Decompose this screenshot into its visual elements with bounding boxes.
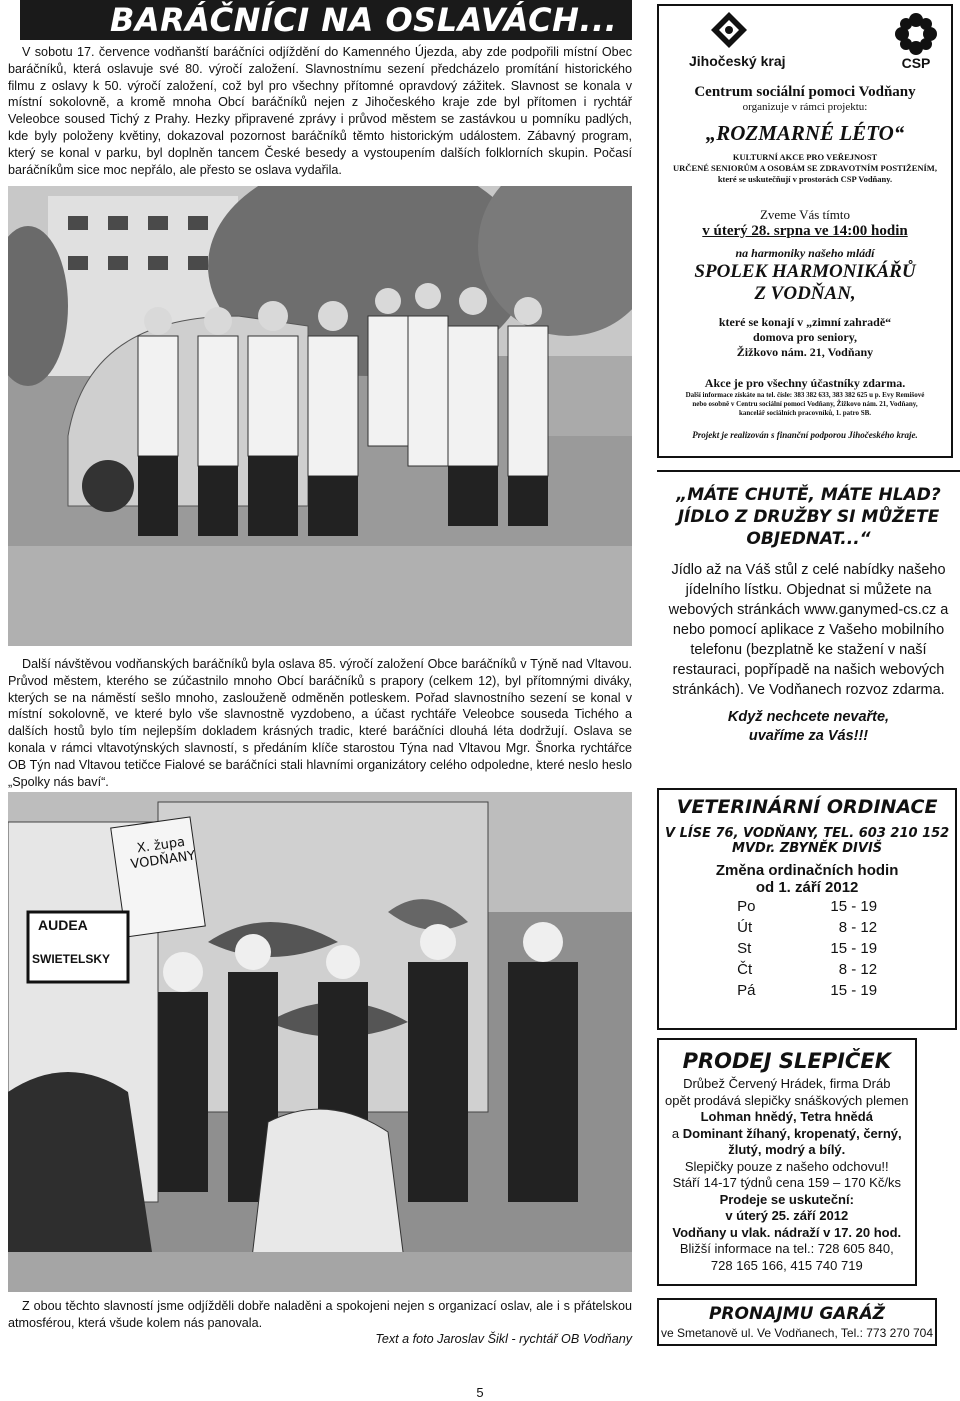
poster-desc-1: KULTURNÍ AKCE PRO VEŘEJNOST — [732, 152, 878, 162]
poster-desc-3: které se uskutečňují v prostorách CSP Vodňany. — [717, 174, 893, 184]
hen-ad-phone-1: Bližší informace na tel.: 728 605 840, — [679, 1241, 894, 1256]
poster-org: Centrum sociální pomoci Vodňany — [694, 84, 916, 100]
poster-place-3: Žižkovo nám. 21, Vodňany — [736, 345, 874, 359]
vet-ad-doctor: MVDr. ZBYNĚK DIVIŠ — [732, 841, 883, 856]
hours-day: Pá — [737, 982, 756, 999]
hen-ad-sale-label: Prodeje se uskuteční: — [719, 1191, 854, 1207]
food-ad — [657, 470, 960, 790]
vet-ad-address: V LÍSE 76, VODŇANY, TEL. 603 210 152 — [665, 826, 950, 841]
poster-info-1: Další informace získáte na tel. čísle: 383 382 633, 383 382 625 u p. Evy Remišové — [685, 391, 925, 399]
hours-row — [737, 917, 877, 938]
hen-ad-colors: žlutý, modrý a bílý. — [728, 1142, 846, 1157]
poster-place-2: domova pro seniory, — [752, 330, 858, 344]
garage-ad-body: ve Smetanově ul. Ve Vodňanech, Tel.: 773 270 704 — [661, 1326, 933, 1340]
jihocesky-kraj-logo — [689, 10, 786, 69]
hen-ad-sale-place: Vodňany u vlak. nádraží v 17. 20 hod. — [672, 1224, 902, 1240]
poster-invite: Zveme Vás tímto — [759, 207, 851, 222]
hen-ad-conj: a — [671, 1125, 683, 1141]
paragraph-text: Z obou těchto slavností jsme odjížděli dobře naladěni a spokojeni nejen s organizací oslav, ale i s přátelskou atmosférou, která všude kolem nás panovala. — [8, 1299, 632, 1330]
truck-brand-2: SWIETELSKY — [32, 952, 111, 966]
food-ad-slogan-1: Když nechcete nevařte, — [727, 709, 890, 725]
csp-flower-icon — [894, 12, 938, 56]
hours-day: Čt — [737, 961, 753, 978]
garage-ad-title: PRONAJMU GARÁŽ — [708, 1304, 886, 1324]
article-paragraph-2 — [8, 656, 632, 790]
poster-info-3: kancelář sociálních pracovníků, 1. patro SB. — [738, 409, 872, 417]
article-title: BARÁČNÍCI NA OSLAVÁCH... — [20, 0, 632, 40]
poster-logos — [659, 6, 951, 82]
hen-ad-sale-date: v úterý 25. září 2012 — [725, 1208, 849, 1223]
hen-ad-breeds-1: Lohman hnědý, Tetra hnědá — [700, 1109, 873, 1124]
csp-text: CSP — [901, 55, 931, 71]
vet-ad-title: VETERINÁRNÍ ORDINACE — [676, 796, 938, 818]
opening-hours-table — [737, 896, 877, 1001]
article-credit: Text a foto Jaroslav Šikl - rychtář OB Vodňany — [375, 1332, 632, 1346]
poster-org-sub: organizuje v rámci projektu: — [742, 101, 868, 113]
hen-ad-price: Stáří 14-17 týdnů cena 159 – 170 Kč/ks — [672, 1175, 901, 1190]
poster-band-1: SPOLEK HARMONIKÁŘŮ — [694, 261, 916, 282]
hours-time: 15 - 19 — [830, 898, 878, 915]
hours-day: St — [737, 940, 752, 957]
poster-band-2: Z VODŇAN, — [754, 283, 856, 304]
hen-ad-line: opět prodává slepičky snáškových plemen — [665, 1092, 909, 1108]
hours-time: 15 - 19 — [830, 940, 878, 957]
hours-row — [737, 980, 877, 1001]
poster-intro: na harmoniky našeho mládí — [735, 246, 875, 260]
hours-day: Út — [737, 919, 753, 936]
csp-logo — [891, 12, 941, 71]
poster-funding: Projekt je realizován s finanční podporou Jihočeského kraje. — [692, 430, 918, 440]
hen-ad-line: Slepičky pouze z našeho odchovu!! — [684, 1158, 889, 1174]
poster-project: „ROZMARNÉ LÉTO“ — [705, 121, 905, 145]
paragraph-text: V sobotu 17. července vodňanští baráčníci odjíždění do Kamenného Újezda, aby zde podpořili místní Obec baráčníků, která oslavuje své 80. výročí založení. Slavnostnímu sezení předcházelo promítání historického filmu z oslavy k 50. výročí založení, což byl pro všechny přítomné opravdový zážitek. Slavnost se konala v místní sokolovně, a kromě mnoha Obcí baráčníků nejen z Jihočeského kraje zde byl přítomen i rychtář Veleobce soused Tichý z Prahy. Hezky připravené zprávy i průvod městem se zastávkou u pomníku padlých, kde byly položeny květiny, dokazoval pozornost baráčníků těmto historickým událostem. Zábavný program, který se konal v parku, byl doplněn tancem České besedy a vystoupením dalších folklorních skupin. Počasí baráčníkům sice moc nepřálo, ale přesto se oslava vydařila. — [8, 45, 632, 177]
poster-info-2: nebo osobně v Centru sociální pomoci Vodňany, Žižkovo nám. 21, Vodňany, — [692, 400, 918, 408]
poster-place-1: které se konají v „zimní zahradě“ — [718, 315, 892, 329]
hours-row — [737, 938, 877, 959]
hen-ad-breeds-2 — [665, 1126, 909, 1143]
paragraph-text: Další návštěvou vodňanských baráčníků byla oslava 85. výročí založení Obce baráčníků v Týně nad Vltavou. Průvod městem, kterého se zúčastnilo mnoho Obcí baráčníků s prapory (celkem 12), byl přítomnými diváky, kterých se na náměstí sešlo mnoho, zaslouženě odměněn potleskem. Pořad slavnostního sezení se konal v místní sokolovně, ve které bylo vše slavnostně vyzdobeno, a účast rychtáře Veleobce souseda Tichého a dalších hostů bylo tím nejlepším dokladem krásných tradic, které baráčníci dlouhá léta dodržují. Oslava se konala v rámci vltavotýnských slavností, s předáním klíče starostou Týna nad Vltavou Mgr. Šnorka rychtářce OB Týn nad Vltavou tetičce Fialové se baráčníci stali hlavními organizátory celého odpoledne, které neslo heslo „Spolky nás baví“. — [8, 657, 632, 789]
group-photo — [8, 186, 632, 646]
hours-time: 15 - 19 — [830, 982, 878, 999]
hours-time: 8 - 12 — [838, 919, 878, 936]
hen-ad-phone-2: 728 165 166, 415 740 719 — [710, 1257, 863, 1273]
garage-ad — [657, 1298, 937, 1346]
poster-free: Akce je pro všechny účastníky zdarma. — [704, 376, 906, 390]
food-ad-slogan-2: uvaříme za Vás!!! — [748, 728, 869, 744]
group-photo-image — [8, 186, 632, 646]
hen-ad-title: PRODEJ SLEPIČEK — [682, 1049, 891, 1073]
hen-ad-line: Drůbež Červený Hrádek, firma Dráb — [683, 1076, 891, 1091]
region-name: Jihočeský kraj — [689, 53, 786, 69]
vet-ad — [657, 788, 957, 1030]
hours-row — [737, 959, 877, 980]
page-number: 5 — [476, 1385, 484, 1400]
truck-brand-1: AUDEA — [38, 917, 88, 933]
hen-sale-ad — [657, 1038, 917, 1286]
region-logo-icon — [709, 10, 749, 50]
procession-photo-image — [8, 792, 632, 1292]
article-paragraph-1 — [8, 44, 632, 178]
banner-sign-text: X. župa VODŇANY — [129, 834, 197, 873]
vet-ad-change-2: od 1. září 2012 — [755, 879, 859, 896]
article-paragraph-3 — [8, 1298, 632, 1332]
vet-ad-change-1: Změna ordinačních hodin — [715, 862, 899, 879]
hen-ad-breeds-bold: Dominant žíhaný, kropenatý, černý, — [682, 1125, 902, 1141]
hours-row — [737, 896, 877, 917]
procession-photo — [8, 792, 632, 1292]
poster-date: v úterý 28. srpna ve 14:00 hodin — [702, 223, 908, 239]
event-poster — [657, 4, 953, 458]
hours-day: Po — [737, 898, 756, 915]
hours-time: 8 - 12 — [838, 961, 878, 978]
food-ad-body: Jídlo až na Váš stůl z celé nabídky našeho jídelního lístku. Objednat si můžete na webových stránkách www.ganymed-cs.cz a nebo pomocí aplikace z Vašeho mobilního telefonu (bezplatně ke stažení v naší restauraci, popřípadě na našich webových stránkách). Ve Vodňanech rozvoz zdarma. — [668, 562, 949, 698]
poster-desc-2: URČENÉ SENIORŮM A OSOBÁM SE ZDRAVOTNÍM POSTIŽENÍM, — [673, 163, 937, 173]
food-ad-title: „MÁTE CHUTĚ, MÁTE HLAD? JÍDLO Z DRUŽBY SI MŮŽETE OBJEDNAT...“ — [676, 485, 941, 549]
